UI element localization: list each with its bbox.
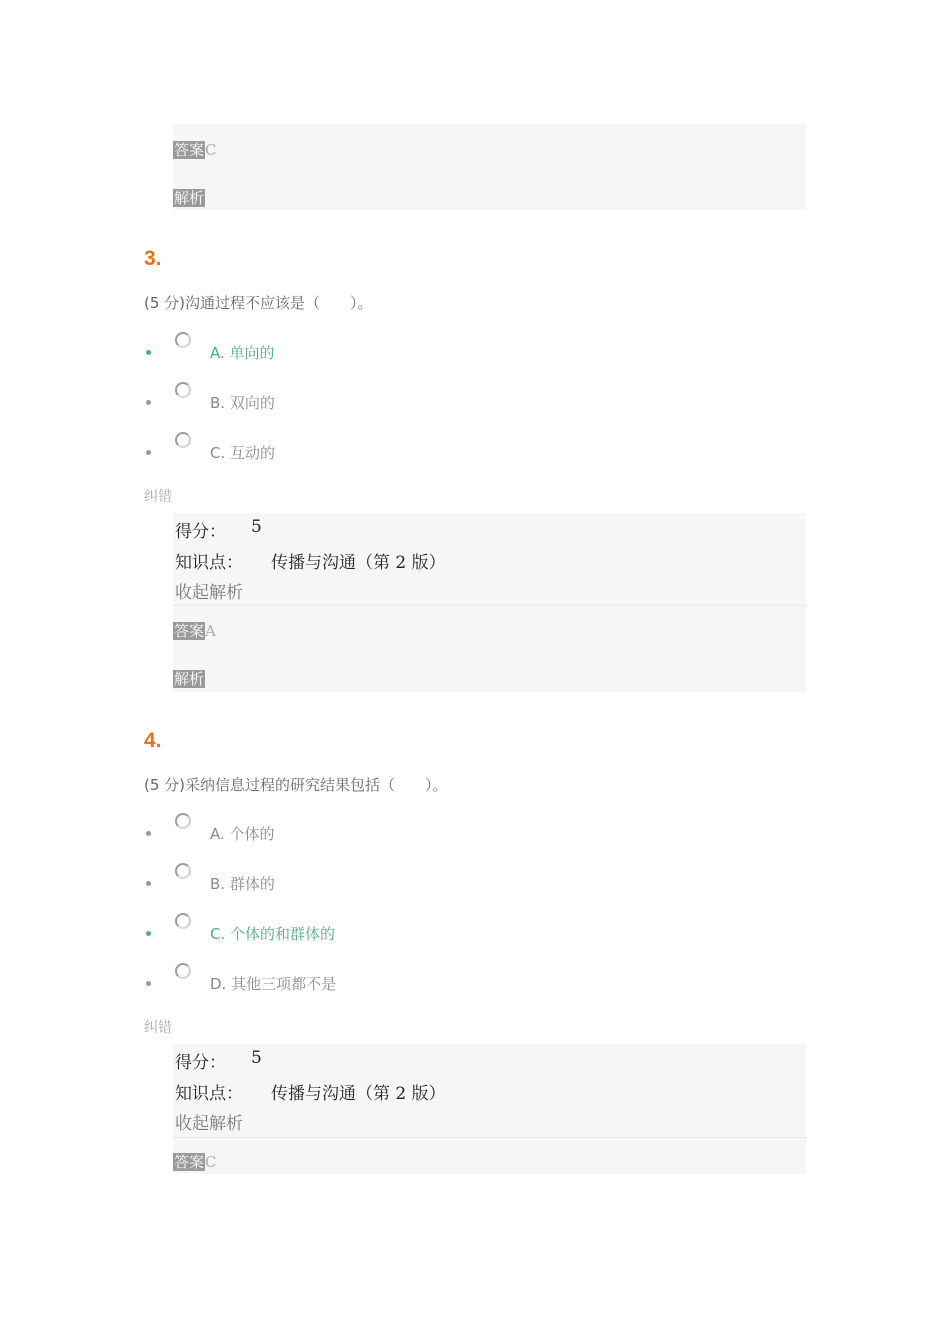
radio-button[interactable]	[175, 813, 191, 829]
option-c[interactable]	[144, 432, 644, 472]
collapse-analysis-link[interactable]: 收起解析	[175, 583, 243, 603]
option-label[interactable]: A. 单向的	[210, 344, 275, 362]
divider	[173, 605, 806, 606]
analysis-line	[173, 189, 205, 207]
radio-button[interactable]	[175, 432, 191, 448]
answer-value: C	[205, 141, 217, 159]
result-panel	[173, 1044, 806, 1174]
bullet	[146, 450, 151, 455]
score-value: 5	[251, 1048, 262, 1068]
radio-button[interactable]	[175, 963, 191, 979]
radio-button[interactable]	[175, 863, 191, 879]
answer-label: 答案	[174, 141, 205, 159]
question-stem: (5 分)采纳信息过程的研究结果包括（ ）。	[144, 776, 448, 794]
question-stem: (5 分)沟通过程不应该是（ ）。	[144, 294, 373, 312]
answer-label: 答案	[174, 1153, 205, 1171]
knowledge-point-label: 知识点：	[175, 1084, 243, 1104]
option-label[interactable]: A. 个体的	[210, 825, 275, 843]
answer-panel	[173, 124, 806, 210]
answer-value: C	[205, 1153, 217, 1171]
option-b[interactable]	[144, 382, 644, 422]
option-label[interactable]: C. 互动的	[210, 444, 276, 462]
radio-button[interactable]	[175, 913, 191, 929]
option-d[interactable]	[144, 963, 644, 1003]
analysis-label: 解析	[174, 670, 205, 688]
bullet	[146, 931, 151, 936]
knowledge-point-value: 传播与沟通（第 2 版）	[271, 1084, 446, 1104]
option-a[interactable]	[144, 332, 644, 372]
report-error-link[interactable]: 纠错	[144, 1020, 172, 1036]
score-label: 得分：	[175, 1053, 226, 1073]
answer-line	[173, 1153, 217, 1171]
option-c[interactable]	[144, 913, 644, 953]
question-number: 4.	[144, 729, 162, 752]
answer-label: 答案	[174, 622, 205, 640]
radio-button[interactable]	[175, 382, 191, 398]
answer-line	[173, 141, 217, 159]
knowledge-point-value: 传播与沟通（第 2 版）	[271, 553, 446, 573]
radio-button[interactable]	[175, 332, 191, 348]
report-error-link[interactable]: 纠错	[144, 489, 172, 505]
option-a[interactable]	[144, 813, 644, 853]
option-label[interactable]: B. 群体的	[210, 875, 275, 893]
score-value: 5	[251, 517, 262, 537]
score-label: 得分：	[175, 522, 226, 542]
divider	[173, 1137, 806, 1138]
result-panel	[173, 513, 806, 692]
bullet	[146, 981, 151, 986]
option-label[interactable]: D. 其他三项都不是	[210, 975, 337, 993]
knowledge-point-label: 知识点：	[175, 553, 243, 573]
score-line	[175, 517, 262, 542]
question-number: 3.	[144, 247, 162, 270]
knowledge-point-line	[175, 548, 446, 573]
answer-value: A	[205, 622, 216, 640]
score-line	[175, 1048, 262, 1073]
knowledge-point-line	[175, 1079, 446, 1104]
answer-line	[173, 622, 216, 640]
analysis-line	[173, 670, 205, 688]
option-b[interactable]	[144, 863, 644, 903]
bullet	[146, 831, 151, 836]
bullet	[146, 400, 151, 405]
option-label[interactable]: B. 双向的	[210, 394, 275, 412]
option-label[interactable]: C. 个体的和群体的	[210, 925, 336, 943]
bullet	[146, 881, 151, 886]
analysis-label: 解析	[174, 189, 205, 207]
bullet	[146, 350, 151, 355]
collapse-analysis-link[interactable]: 收起解析	[175, 1114, 243, 1134]
